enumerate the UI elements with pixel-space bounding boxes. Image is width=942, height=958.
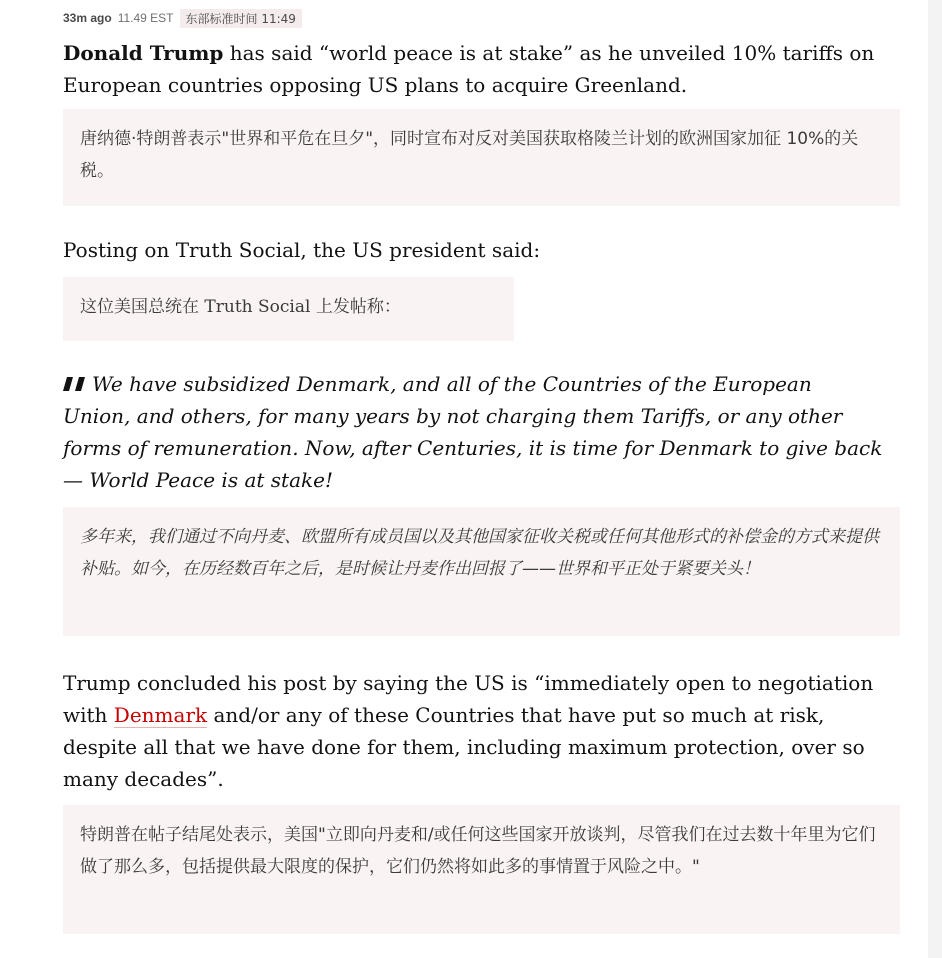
paragraph-2-translation: 这位美国总统在 Truth Social 上发帖称： [63,277,514,341]
blockquote [63,368,883,496]
blockquote-text: We have subsidized Denmark, and all of the Countries of the European Union, and others, for many years by not charging them Tariffs, or any other forms of remuneration. Now, after Centuries, it is time for Denmark to give back — World Peace is at stake! [63,372,883,492]
denmark-link[interactable]: Denmark [113,703,208,727]
paragraph-3-translation: 特朗普在帖子结尾处表示，美国"立即向丹麦和/或任何这些国家开放谈判，尽管我们在过去数十年里为它们做了那么多，包括提供最大限度的保护，它们仍然将如此多的事情置于风险之中。" [63,805,900,934]
paragraph-1-text: has said “world peace is at stake” as he unveiled 10% tariffs on European countries opposing US plans to acquire Greenland. [63,41,875,97]
paragraph-1 [63,37,893,101]
paragraph-3: Trump concluded his post by saying the US is “immediately open to negotiation with Denmark and/or any of these Countries that have put so much at risk, despite all that we have done for them, including maximum protection, over so many decades”. [63,671,874,791]
entry-timestamp [63,9,302,27]
scrollbar-track[interactable] [928,0,942,958]
blockquote-translation: 多年来，我们通过不向丹麦、欧盟所有成员国以及其他国家征收关税或任何其他形式的补偿金的方式来提供补贴。如今，在历经数百年之后，是时候让丹麦作出回报了——世界和平正处于紧要关头！ [63,507,900,636]
paragraph-1-bold: Donald Trump [63,41,224,65]
time-cn-badge: 东部标准时间 11:49 [180,9,302,28]
paragraph-2: Posting on Truth Social, the US president said: [63,238,541,262]
time-est: 11.49 EST [117,11,174,25]
quote-mark-icon [63,377,86,391]
paragraph-1-translation: 唐纳德·特朗普表示"世界和平危在旦夕"，同时宣布对反对美国获取格陵兰计划的欧洲国家加征 10%的关税。 [63,109,900,206]
time-ago: 33m ago [63,11,112,25]
